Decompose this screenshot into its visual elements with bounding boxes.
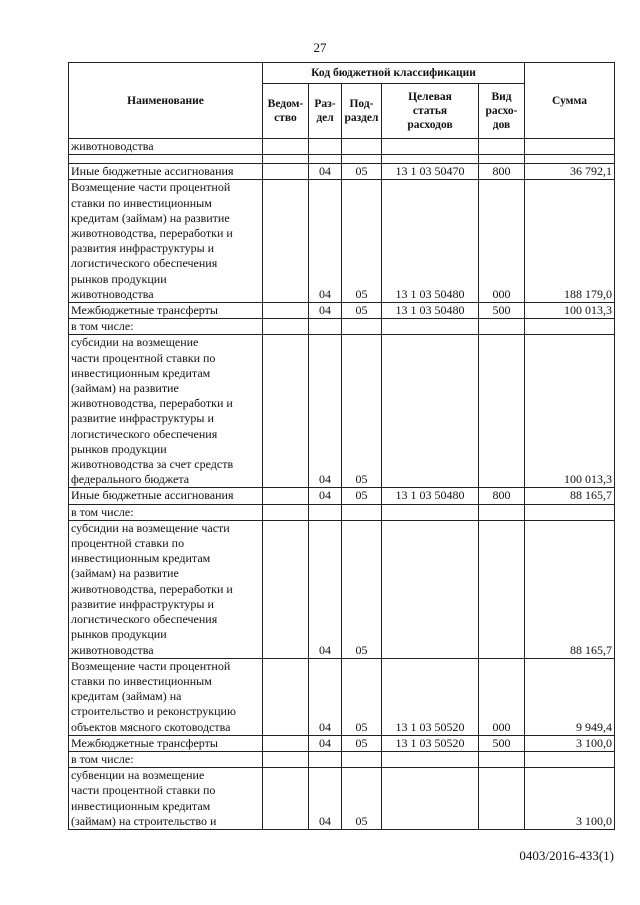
column-header-razdel: Раз- дел [309,84,342,139]
cell-sum [525,139,615,155]
table-row [69,319,615,335]
cell-target: 13 1 03 50480 [382,488,479,504]
spacer-row [69,155,615,164]
column-group-header-classification: Код бюджетной классификации [263,63,525,84]
cell-name: Иные бюджетные ассигнования [69,164,263,180]
cell-ved [263,768,309,830]
table-row [69,164,615,180]
cell-vid: 800 [479,488,525,504]
empty-cell [69,155,263,164]
column-header-podrazdel: Под- раздел [342,84,382,139]
cell-name: Иные бюджетные ассигнования [69,488,263,504]
cell-name: Межбюджетные трансферты [69,735,263,751]
cell-razdel: 04 [309,658,342,735]
cell-ved [263,751,309,767]
cell-podrazdel [342,139,382,155]
empty-cell [342,155,382,164]
cell-sum: 188 179,0 [525,180,615,303]
cell-podrazdel: 05 [342,768,382,830]
cell-vid [479,504,525,520]
page-number: 27 [313,40,327,55]
cell-target [382,751,479,767]
cell-vid: 500 [479,735,525,751]
table-row [69,735,615,751]
cell-vid [479,335,525,488]
cell-sum: 36 792,1 [525,164,615,180]
cell-podrazdel: 05 [342,488,382,504]
cell-name: субсидии на возмещение части процентной ставки по инвестиционным кредитам (займам) на развитие животноводства, переработки и развитие инфраструктуры и логистического обеспечения рынков продукции животноводства за счет средств федерального бюджета [69,335,263,488]
table-body [69,139,615,830]
cell-target [382,520,479,658]
cell-sum: 3 100,0 [525,735,615,751]
cell-podrazdel [342,504,382,520]
cell-ved [263,520,309,658]
column-header-name: Наименование [69,63,263,139]
cell-vid [479,520,525,658]
cell-podrazdel: 05 [342,335,382,488]
cell-target: 13 1 03 50520 [382,735,479,751]
cell-podrazdel: 05 [342,520,382,658]
cell-sum: 88 165,7 [525,488,615,504]
column-header-vid: Вид расхо- дов [479,84,525,139]
cell-target: 13 1 03 50480 [382,180,479,303]
cell-sum: 100 013,3 [525,335,615,488]
cell-name: животноводства [69,139,263,155]
cell-target [382,768,479,830]
cell-sum: 9 949,4 [525,658,615,735]
column-header-target: Целевая статья расходов [382,84,479,139]
cell-sum [525,504,615,520]
header-row [69,63,615,84]
empty-cell [479,155,525,164]
cell-podrazdel [342,319,382,335]
cell-sum: 100 013,3 [525,303,615,319]
cell-podrazdel: 05 [342,180,382,303]
cell-name: Возмещение части процентной ставки по инвестиционным кредитам (займам) на строительство и реконструкцию объектов мясного скотоводства [69,658,263,735]
cell-name: Возмещение части процентной ставки по инвестиционным кредитам (займам) на развитие животноводства, переработки и развития инфраструктуры и логистического обеспечения рынков продукции животноводства [69,180,263,303]
cell-name: в том числе: [69,504,263,520]
table-row [69,335,615,488]
cell-vid [479,768,525,830]
cell-target [382,504,479,520]
cell-razdel [309,751,342,767]
cell-target [382,319,479,335]
table-row [69,180,615,303]
cell-razdel: 04 [309,735,342,751]
cell-ved [263,335,309,488]
table-row [69,658,615,735]
cell-name: субсидии на возмещение части процентной ставки по инвестиционным кредитам (займам) на развитие животноводства, переработки и развитие инфраструктуры и логистического обеспечения рынков продукции животноводства [69,520,263,658]
cell-sum [525,751,615,767]
cell-razdel [309,319,342,335]
cell-target: 13 1 03 50470 [382,164,479,180]
cell-razdel: 04 [309,180,342,303]
cell-razdel [309,139,342,155]
cell-ved [263,180,309,303]
cell-razdel: 04 [309,520,342,658]
cell-podrazdel: 05 [342,735,382,751]
table-row [69,303,615,319]
column-header-sum: Сумма [525,63,615,139]
cell-ved [263,319,309,335]
table-row [69,488,615,504]
cell-vid [479,751,525,767]
cell-podrazdel [342,751,382,767]
cell-razdel [309,504,342,520]
cell-sum: 3 100,0 [525,768,615,830]
cell-target: 13 1 03 50480 [382,303,479,319]
cell-vid: 000 [479,180,525,303]
table-row [69,504,615,520]
cell-sum [525,319,615,335]
cell-razdel: 04 [309,303,342,319]
cell-ved [263,164,309,180]
cell-vid: 000 [479,658,525,735]
cell-ved [263,488,309,504]
cell-name: субвенции на возмещение части процентной ставки по инвестиционным кредитам (займам) на строительство и [69,768,263,830]
document-code: 0403/2016-433(1) [519,848,614,863]
budget-table [68,62,615,830]
cell-name: в том числе: [69,751,263,767]
cell-podrazdel: 05 [342,164,382,180]
cell-name: Межбюджетные трансферты [69,303,263,319]
cell-podrazdel: 05 [342,303,382,319]
empty-cell [263,155,309,164]
cell-ved [263,504,309,520]
cell-podrazdel: 05 [342,658,382,735]
cell-ved [263,735,309,751]
cell-razdel: 04 [309,335,342,488]
table-row [69,139,615,155]
column-header-vedomstvo: Ведом- ство [263,84,309,139]
cell-target [382,335,479,488]
cell-razdel: 04 [309,768,342,830]
empty-cell [382,155,479,164]
table-row [69,751,615,767]
cell-target [382,139,479,155]
cell-vid [479,139,525,155]
empty-cell [525,155,615,164]
cell-target: 13 1 03 50520 [382,658,479,735]
cell-ved [263,658,309,735]
cell-ved [263,303,309,319]
cell-razdel: 04 [309,488,342,504]
cell-vid: 500 [479,303,525,319]
cell-sum: 88 165,7 [525,520,615,658]
empty-cell [309,155,342,164]
cell-ved [263,139,309,155]
cell-vid: 800 [479,164,525,180]
table-row [69,768,615,830]
cell-vid [479,319,525,335]
table-row [69,520,615,658]
cell-razdel: 04 [309,164,342,180]
cell-name: в том числе: [69,319,263,335]
